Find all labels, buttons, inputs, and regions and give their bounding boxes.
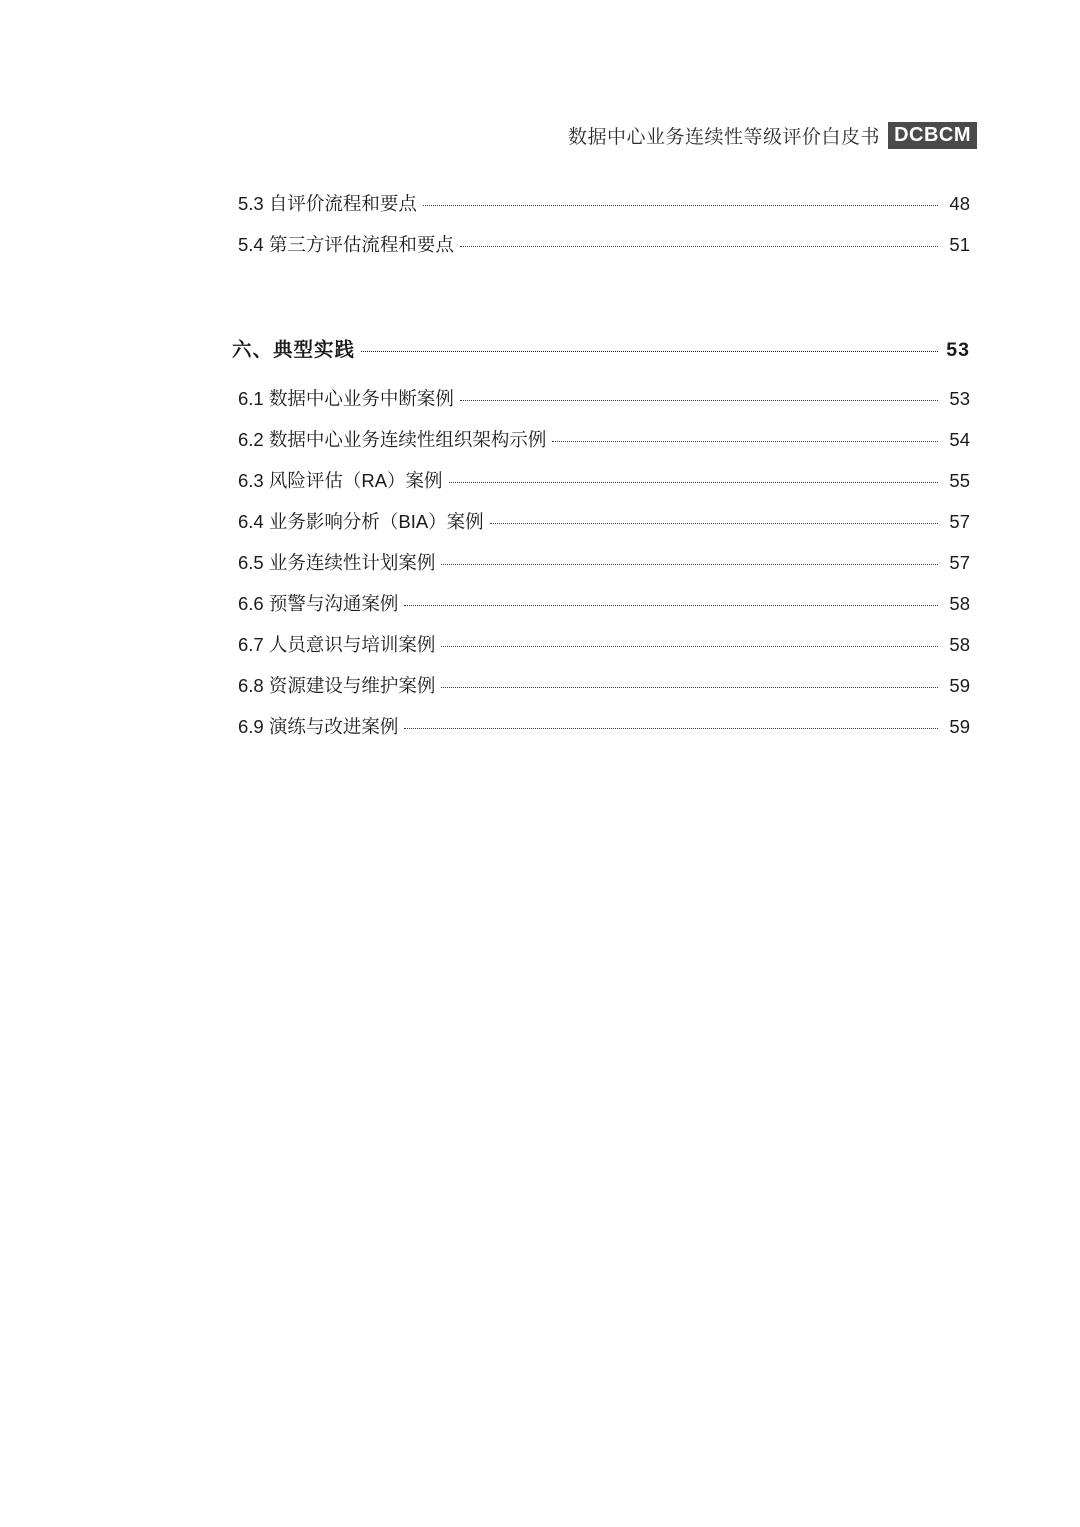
toc-leader [460, 400, 938, 401]
toc-entry-label: 六、典型实践 [232, 339, 356, 361]
toc-leader [441, 687, 938, 688]
toc-page-number: 48 [949, 193, 970, 214]
toc-entry[interactable] [232, 713, 970, 754]
toc-entry[interactable] [232, 467, 970, 508]
toc-leader [441, 564, 938, 565]
toc-leader [441, 646, 938, 647]
toc-page-number: 55 [949, 470, 970, 491]
toc-entry[interactable] [232, 590, 970, 631]
toc-entry-label: 5.4 第三方评估流程和要点 [238, 234, 454, 255]
toc-entry[interactable] [232, 631, 970, 672]
toc-entry-label: 6.2 数据中心业务连续性组织架构示例 [238, 429, 547, 450]
toc-page-number: 58 [949, 593, 970, 614]
toc-entry[interactable] [232, 231, 970, 272]
toc-entry[interactable] [232, 508, 970, 549]
toc-leader [449, 482, 938, 483]
toc-entry-label: 6.9 演练与改进案例 [238, 716, 399, 737]
toc-leader [423, 205, 938, 206]
toc-page-number: 54 [949, 429, 970, 450]
toc-entry-chapter[interactable] [232, 334, 970, 375]
toc-leader [460, 246, 938, 247]
document-badge: DCBCM [888, 122, 977, 149]
toc-page-number: 58 [949, 634, 970, 655]
toc-entry[interactable] [232, 426, 970, 467]
toc-page-number: 53 [946, 339, 970, 361]
toc-entry-label: 6.3 风险评估（RA）案例 [238, 470, 443, 491]
toc-entry[interactable] [232, 385, 970, 426]
toc-entry-label: 6.6 预警与沟通案例 [238, 593, 399, 614]
toc-entry[interactable] [232, 190, 970, 231]
toc-page-number: 57 [949, 552, 970, 573]
toc-leader [490, 523, 938, 524]
toc-page-number: 59 [949, 716, 970, 737]
toc-page-number: 51 [949, 234, 970, 255]
toc-leader [552, 441, 938, 442]
toc-entry[interactable] [232, 672, 970, 713]
toc-entry-label: 5.3 自评价流程和要点 [238, 193, 417, 214]
toc-group [232, 334, 970, 754]
toc-group-spacer [232, 272, 970, 334]
toc-leader [404, 728, 938, 729]
toc-entry-label: 6.4 业务影响分析（BIA）案例 [238, 511, 484, 532]
toc-page-number: 59 [949, 675, 970, 696]
toc-page-number: 53 [949, 388, 970, 409]
page-header [0, 122, 1080, 149]
toc-entry-label: 6.8 资源建设与维护案例 [238, 675, 436, 696]
toc-group [232, 190, 970, 272]
toc-entry-label: 6.7 人员意识与培训案例 [238, 634, 436, 655]
toc-entry[interactable] [232, 549, 970, 590]
document-title: 数据中心业务连续性等级评价白皮书 [568, 127, 881, 148]
toc-entry-label: 6.1 数据中心业务中断案例 [238, 388, 454, 409]
toc-leader [361, 351, 938, 352]
toc-chapter-spacer [232, 375, 970, 385]
table-of-contents [232, 190, 970, 754]
toc-leader [404, 605, 938, 606]
toc-entry-label: 6.5 业务连续性计划案例 [238, 552, 436, 573]
toc-page-number: 57 [949, 511, 970, 532]
